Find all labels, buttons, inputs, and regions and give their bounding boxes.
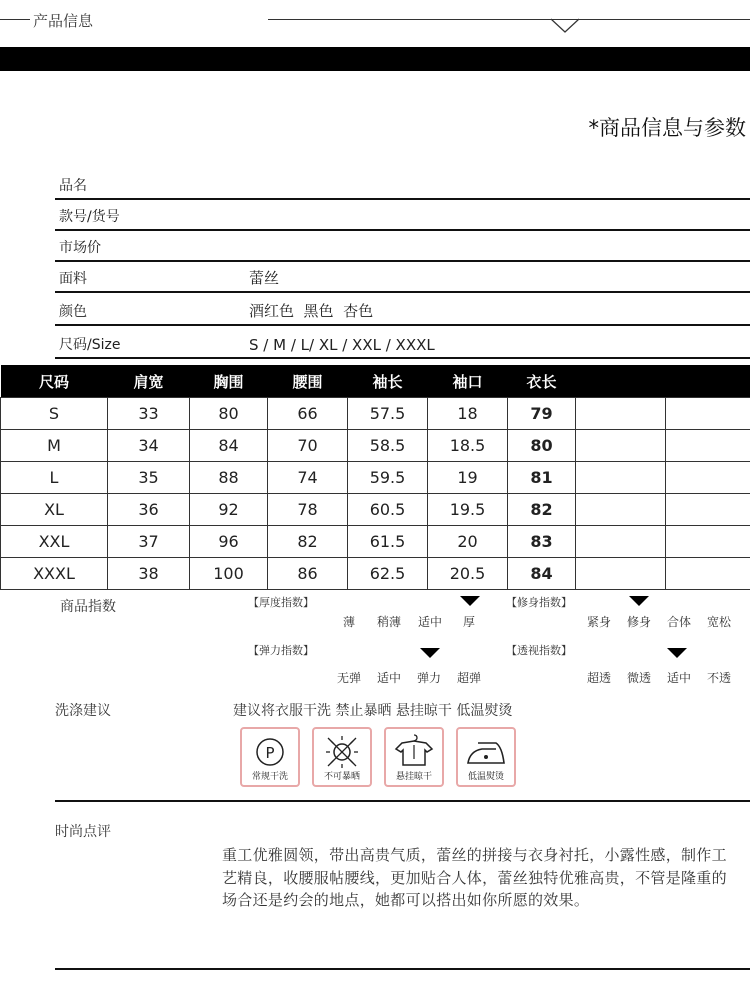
indices-label: 商品指数 <box>60 599 116 615</box>
care-caption: 低温熨烫 <box>467 772 504 782</box>
sheer-option: 微透 <box>627 671 652 685</box>
table-cell: 33 <box>108 398 190 430</box>
table-cell: 20.5 <box>428 558 508 590</box>
table-row <box>1 526 750 558</box>
table-cell <box>666 558 750 590</box>
table-cell: 38 <box>108 558 190 590</box>
thickness-marker-icon <box>460 596 480 606</box>
info-value: 蕾丝 <box>249 269 280 287</box>
table-cell: 18.5 <box>428 430 508 462</box>
table-cell <box>666 494 750 526</box>
table-cell: 78 <box>268 494 348 526</box>
table-cell: 80 <box>508 430 576 462</box>
care-caption: 悬挂晾干 <box>395 772 432 782</box>
sheer-marker-icon <box>667 648 687 658</box>
care-text: 建议将衣服干洗 禁止暴晒 悬挂晾干 低温熨烫 <box>233 703 513 719</box>
svg-text:P: P <box>265 744 275 762</box>
sheer-option: 适中 <box>667 671 692 685</box>
table-cell: 96 <box>190 526 268 558</box>
info-value: 酒红色 黑色 杏色 <box>249 302 374 320</box>
table-cell: 82 <box>268 526 348 558</box>
col-header: 袖口 <box>428 365 508 398</box>
table-cell: 82 <box>508 494 576 526</box>
size-table-header <box>1 365 750 398</box>
table-cell <box>576 558 666 590</box>
table-cell: 57.5 <box>348 398 428 430</box>
thickness-option: 稍薄 <box>377 615 402 629</box>
header-rule-left <box>0 19 30 20</box>
table-cell: 84 <box>190 430 268 462</box>
table-cell: 80 <box>190 398 268 430</box>
table-cell: 36 <box>108 494 190 526</box>
table-cell: XL <box>1 494 108 526</box>
table-cell <box>666 430 750 462</box>
table-cell <box>576 526 666 558</box>
info-row-price <box>55 231 750 262</box>
table-cell: 62.5 <box>348 558 428 590</box>
row-divider <box>55 357 750 359</box>
table-row <box>1 430 750 462</box>
table-cell: 58.5 <box>348 430 428 462</box>
info-label: 市场价 <box>59 240 101 256</box>
info-row-fabric <box>55 262 750 293</box>
table-row <box>1 462 750 494</box>
table-row <box>1 398 750 430</box>
table-cell: 35 <box>108 462 190 494</box>
col-header: 肩宽 <box>108 365 190 398</box>
chevron-down-icon <box>550 18 580 34</box>
table-row <box>1 494 750 526</box>
table-cell <box>666 526 750 558</box>
section-title: 产品信息 <box>33 12 94 30</box>
table-cell <box>576 430 666 462</box>
col-header: 袖长 <box>348 365 428 398</box>
table-cell: 66 <box>268 398 348 430</box>
hang-dry-icon <box>384 727 444 787</box>
table-cell: 20 <box>428 526 508 558</box>
table-cell: 60.5 <box>348 494 428 526</box>
table-cell: L <box>1 462 108 494</box>
iron-low-icon <box>456 727 516 787</box>
size-table <box>0 365 750 590</box>
header-rule-right <box>268 19 750 20</box>
col-header: 腰围 <box>268 365 348 398</box>
table-cell: 70 <box>268 430 348 462</box>
sheer-index-title: 【透视指数】 <box>506 644 572 657</box>
col-header: 衣长 <box>508 365 576 398</box>
info-label: 尺码/Size <box>59 337 121 353</box>
row-divider <box>55 324 750 326</box>
thickness-option: 厚 <box>463 615 476 629</box>
review-label: 时尚点评 <box>55 824 111 840</box>
thickness-option: 薄 <box>343 615 356 629</box>
info-label: 颜色 <box>59 304 87 320</box>
elasticity-marker-icon <box>420 648 440 658</box>
table-cell: 59.5 <box>348 462 428 494</box>
table-cell <box>666 462 750 494</box>
elasticity-option: 适中 <box>377 671 402 685</box>
info-row-name <box>55 169 750 200</box>
info-label: 款号/货号 <box>59 209 120 225</box>
table-cell: S <box>1 398 108 430</box>
col-header <box>576 365 666 398</box>
table-cell: 79 <box>508 398 576 430</box>
elasticity-option: 无弹 <box>337 671 362 685</box>
col-header <box>666 365 750 398</box>
fit-marker-icon <box>629 596 649 606</box>
fit-option: 宽松 <box>707 615 732 629</box>
table-cell <box>576 494 666 526</box>
table-cell: 74 <box>268 462 348 494</box>
table-cell: 61.5 <box>348 526 428 558</box>
table-cell: 92 <box>190 494 268 526</box>
info-row-style-no <box>55 200 750 231</box>
table-cell: 88 <box>190 462 268 494</box>
fit-option: 合体 <box>667 615 692 629</box>
table-cell <box>576 398 666 430</box>
table-cell: XXXL <box>1 558 108 590</box>
table-cell: 83 <box>508 526 576 558</box>
info-row-size <box>55 328 750 359</box>
footer-divider <box>55 968 750 970</box>
no-sun-icon <box>312 727 372 787</box>
info-title: *商品信息与参数 <box>588 116 746 140</box>
info-label: 品名 <box>59 178 87 194</box>
elasticity-index-title: 【弹力指数】 <box>248 644 314 657</box>
fit-index-title: 【修身指数】 <box>506 596 572 609</box>
fit-option: 修身 <box>627 615 652 629</box>
sheer-option: 不透 <box>707 671 732 685</box>
elasticity-option: 弹力 <box>417 671 442 685</box>
info-row-color <box>55 295 750 326</box>
sheer-option: 超透 <box>587 671 612 685</box>
col-header: 胸围 <box>190 365 268 398</box>
col-header: 尺码 <box>1 365 108 398</box>
table-row <box>1 558 750 590</box>
table-cell: XXL <box>1 526 108 558</box>
table-cell: 37 <box>108 526 190 558</box>
table-cell: 34 <box>108 430 190 462</box>
dry-clean-icon <box>240 727 300 787</box>
care-caption: 常规干洗 <box>251 772 288 782</box>
info-value: S / M / L/ XL / XXL / XXXL <box>249 336 435 354</box>
section-divider <box>55 800 750 802</box>
table-cell: 19.5 <box>428 494 508 526</box>
thickness-index-title: 【厚度指数】 <box>248 596 314 609</box>
info-label: 面料 <box>59 271 87 287</box>
table-cell: 81 <box>508 462 576 494</box>
table-cell <box>666 398 750 430</box>
table-cell: 100 <box>190 558 268 590</box>
table-cell: 18 <box>428 398 508 430</box>
row-divider <box>55 291 750 293</box>
care-caption: 不可暴晒 <box>323 772 360 782</box>
table-cell: M <box>1 430 108 462</box>
black-banner <box>0 47 750 71</box>
thickness-option: 适中 <box>418 615 443 629</box>
table-cell: 19 <box>428 462 508 494</box>
fit-option: 紧身 <box>587 615 612 629</box>
table-cell: 84 <box>508 558 576 590</box>
review-text: 重工优雅圆领，带出高贵气质，蕾丝的拼接与衣身衬托，小露性感，制作工艺精良，收腰服帖腰线，更加贴合人体，蕾丝独特优雅高贵，不管是隆重的场合还是约会的地点，她都可以搭出如你所愿的效果。 <box>222 846 727 909</box>
table-cell <box>576 462 666 494</box>
table-cell: 86 <box>268 558 348 590</box>
elasticity-option: 超弹 <box>457 671 482 685</box>
care-label: 洗涤建议 <box>55 703 111 719</box>
